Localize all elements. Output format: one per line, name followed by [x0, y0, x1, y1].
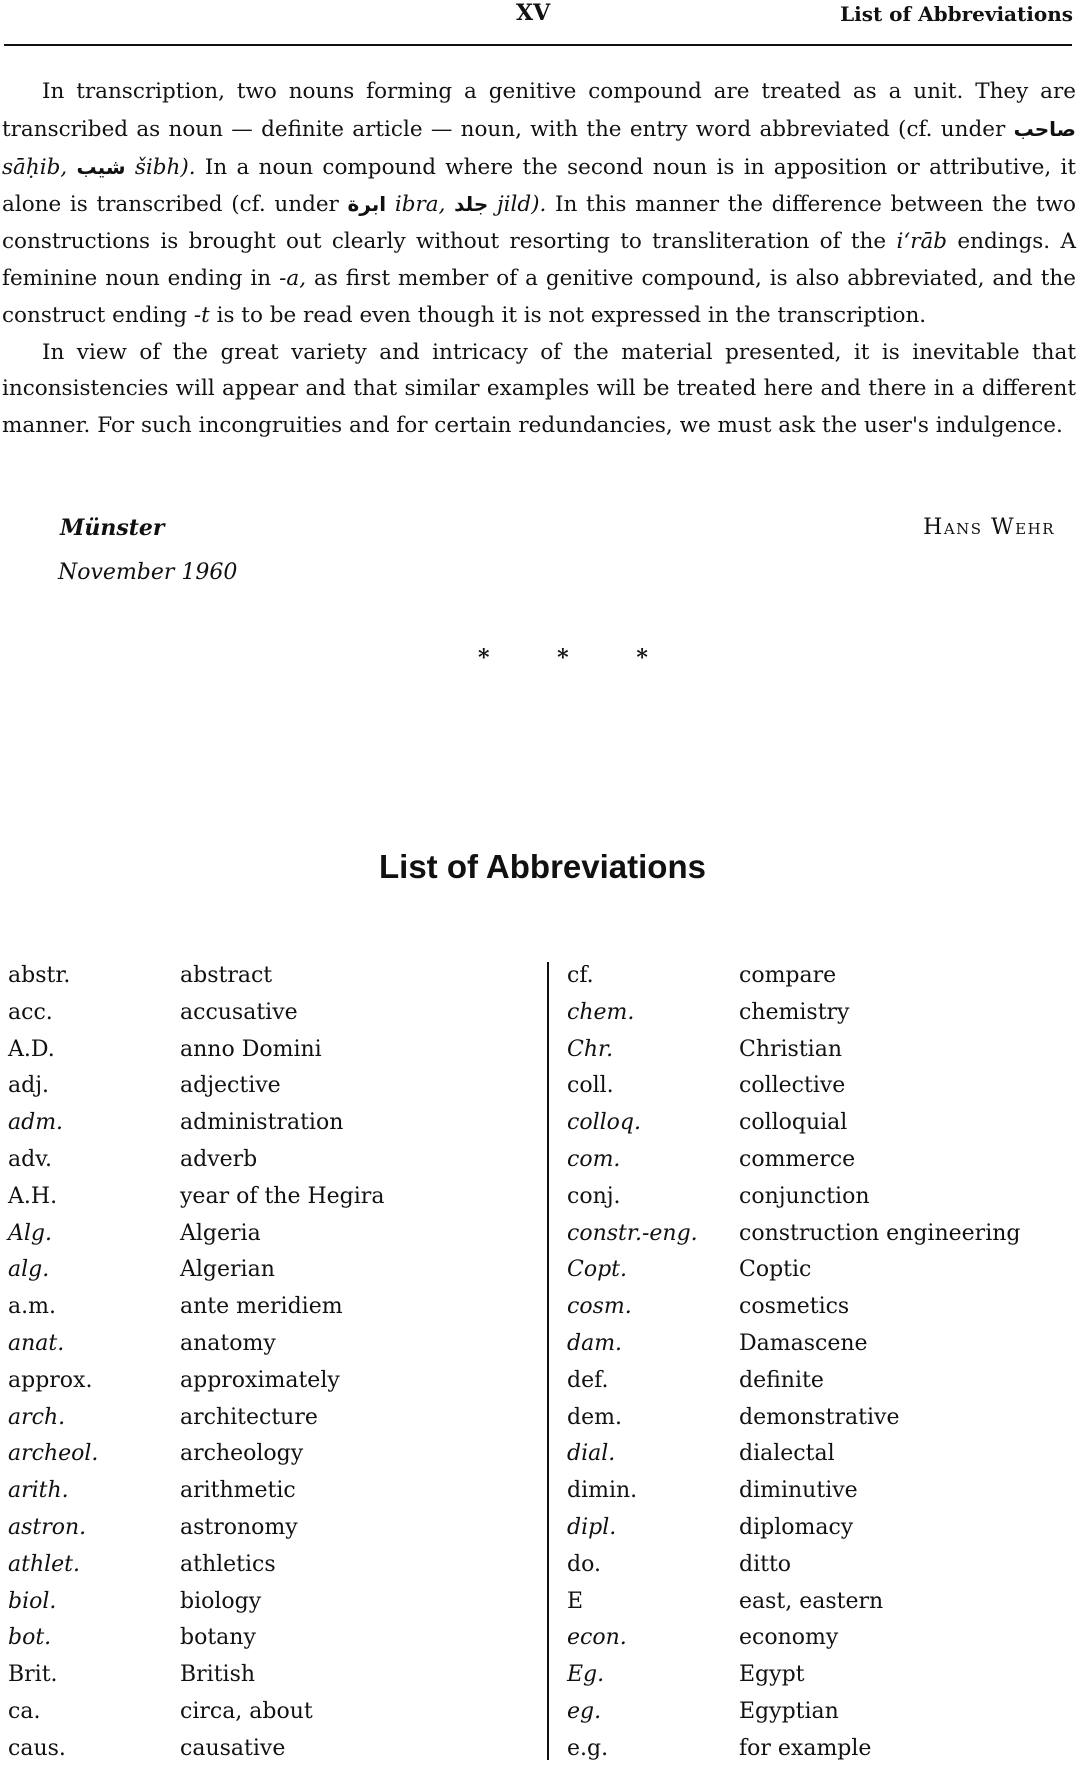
abbreviation-meaning: administration	[180, 1110, 344, 1136]
transcription: sāḥib,	[2, 154, 68, 180]
abbreviation-row	[555, 1000, 1085, 1037]
p1-sentence-4: endings. A feminine noun ending in	[2, 229, 1076, 291]
abbreviation-row	[555, 1405, 1085, 1442]
p1-sentence-5: as first member of a genitive compound, is also abbreviated, and the construct ending	[2, 265, 1076, 328]
abbreviation-meaning: anatomy	[180, 1330, 276, 1356]
abbreviation: approx.	[8, 1367, 93, 1393]
abbreviation: adm.	[8, 1110, 64, 1136]
abbreviation-row	[555, 1736, 1085, 1773]
p1-sentence-2: In a noun compound where the second noun is in apposition or attributive, it alone is transcribed (cf. under	[2, 154, 1076, 218]
preface-paragraph-2: In view of the great variety and intricacy of the material presented, it is inevitable that inconsistencies will appear and that similar examples will be treated here and there in a different manner. For such incongruities and for certain redundancies, we must ask the user's indulgence.	[2, 339, 1076, 439]
abbreviation-row	[0, 1736, 540, 1773]
abbreviation-meaning: causative	[180, 1735, 286, 1761]
abbreviation-meaning: diminutive	[739, 1478, 858, 1504]
abbreviation: A.D.	[8, 1036, 55, 1062]
abbreviation-row	[0, 1257, 540, 1294]
abbreviation-row	[0, 1294, 540, 1331]
abbreviation: dimin.	[567, 1478, 638, 1504]
abbreviation-row	[555, 1478, 1085, 1515]
abbreviation-meaning: accusative	[180, 999, 298, 1025]
abbreviation: colloq.	[567, 1110, 641, 1136]
abbreviation-meaning: compare	[739, 963, 837, 988]
abbreviation-row	[555, 1625, 1085, 1662]
page-header	[0, 0, 1085, 52]
abbreviation: archeol.	[8, 1441, 99, 1467]
arabic-word: جلد	[454, 192, 489, 217]
header-rule	[4, 44, 1072, 46]
abbreviation: caus.	[8, 1735, 66, 1761]
abbreviation-meaning: construction engineering	[739, 1220, 1021, 1246]
abbreviation-row	[555, 1221, 1085, 1258]
signature-date: November 1960	[58, 560, 238, 585]
p1-sentence-1: In transcription, two nouns forming a genitive compound are treated as a unit. They are transcribed as noun — definite article — noun, with the entry word abbreviated (cf. under	[2, 79, 1076, 142]
abbreviation-meaning: year of the Hegira	[180, 1183, 385, 1209]
abbreviation-meaning: ante meridiem	[180, 1294, 343, 1320]
abbreviation-row	[0, 1221, 540, 1258]
abbreviation: Chr.	[567, 1036, 614, 1062]
abbreviation-meaning: Algerian	[180, 1257, 275, 1283]
abbreviation-meaning: athletics	[180, 1551, 276, 1577]
abbreviation-meaning: abstract	[180, 963, 273, 988]
arabic-word: ابرة	[347, 192, 387, 217]
list-title: List of Abbreviations	[379, 848, 706, 885]
abbreviation-column-right	[555, 963, 1085, 1773]
abbreviation-row	[0, 1000, 540, 1037]
abbreviation-meaning: chemistry	[739, 999, 850, 1025]
abbreviation: conj.	[567, 1183, 621, 1209]
transcription: iʻrāb	[896, 229, 948, 255]
abbreviation: Eg.	[567, 1662, 605, 1688]
abbreviation-meaning: collective	[739, 1073, 846, 1099]
abbreviation-row	[555, 1441, 1085, 1478]
abbreviation: biol.	[8, 1588, 57, 1614]
signature-place: Münster	[60, 515, 165, 541]
abbreviation: econ.	[567, 1625, 627, 1651]
abbreviation: A.H.	[8, 1183, 58, 1209]
abbreviation: adv.	[8, 1146, 53, 1172]
abbreviation-meaning: Damascene	[739, 1330, 868, 1356]
abbreviation-row	[0, 1184, 540, 1221]
abbreviation-row	[0, 1073, 540, 1110]
abbreviation-meaning: adjective	[180, 1073, 281, 1099]
abbreviation: dial.	[567, 1441, 616, 1467]
abbreviation-meaning: ditto	[739, 1551, 792, 1577]
abbreviation-meaning: Egyptian	[739, 1698, 839, 1724]
abbreviation: anat.	[8, 1330, 65, 1356]
abbreviation-meaning: approximately	[180, 1367, 340, 1393]
abbreviation-meaning: cosmetics	[739, 1294, 850, 1320]
abbreviation-row	[0, 1478, 540, 1515]
abbreviation: eg.	[567, 1698, 602, 1724]
abbreviation-row	[0, 1625, 540, 1662]
transcription: ibra,	[394, 192, 446, 218]
abbreviation-meaning: conjunction	[739, 1183, 870, 1209]
abbreviation: cosm.	[567, 1294, 632, 1320]
abbreviation-row	[0, 1699, 540, 1736]
abbreviation: Copt.	[567, 1257, 627, 1283]
abbreviation: dem.	[567, 1404, 622, 1430]
column-divider	[547, 962, 549, 1760]
running-title: List of Abbreviations	[840, 2, 1073, 26]
abbreviation-row	[555, 1699, 1085, 1736]
section-separator: * * *	[478, 645, 678, 671]
abbreviation-meaning: dialectal	[739, 1441, 835, 1467]
abbreviation-row	[0, 1037, 540, 1074]
preface-paragraph-1	[2, 74, 1076, 335]
abbreviation: def.	[567, 1367, 609, 1393]
abbreviation-meaning: archeology	[180, 1441, 304, 1467]
abbreviation: dipl.	[567, 1514, 617, 1540]
abbreviation: com.	[567, 1146, 621, 1172]
abbreviation-row	[0, 963, 540, 1000]
abbreviation-meaning: definite	[739, 1367, 824, 1393]
transcription: šibh).	[134, 154, 196, 180]
abbreviation: bot.	[8, 1625, 52, 1651]
abbreviation-row	[555, 1515, 1085, 1552]
abbreviation-row	[555, 1037, 1085, 1074]
abbreviation-row	[555, 1662, 1085, 1699]
abbreviation-meaning: Egypt	[739, 1662, 805, 1688]
abbreviation: ca.	[8, 1698, 41, 1724]
abbreviation-row	[0, 1368, 540, 1405]
abbreviation: E	[567, 1588, 584, 1614]
arabic-word: شيب	[76, 154, 126, 179]
abbreviation: arch.	[8, 1404, 66, 1430]
abbreviation-meaning: demonstrative	[739, 1404, 900, 1430]
abbreviation: do.	[567, 1551, 601, 1577]
abbreviation-row	[555, 1552, 1085, 1589]
abbreviation: chem.	[567, 999, 635, 1025]
abbreviation-row	[555, 963, 1085, 1000]
abbreviation: abstr.	[8, 963, 71, 988]
page-number: XV	[516, 0, 551, 26]
abbreviation: dam.	[567, 1330, 623, 1356]
abbreviation: e.g.	[567, 1735, 609, 1761]
transcription: -a,	[279, 265, 307, 291]
abbreviation-meaning: adverb	[180, 1146, 258, 1172]
abbreviation-row	[555, 1257, 1085, 1294]
abbreviation-meaning: east, eastern	[739, 1588, 884, 1614]
abbreviation-row	[555, 1294, 1085, 1331]
abbreviation-meaning: British	[180, 1662, 256, 1688]
abbreviation: astron.	[8, 1514, 87, 1540]
transcription: jild).	[496, 192, 547, 218]
abbreviation: Brit.	[8, 1662, 58, 1688]
abbreviation: constr.-eng.	[567, 1220, 698, 1246]
abbreviation-row	[555, 1147, 1085, 1184]
abbreviation: alg.	[8, 1257, 50, 1283]
abbreviation-row	[0, 1110, 540, 1147]
abbreviation-row	[0, 1405, 540, 1442]
abbreviation: athlet.	[8, 1551, 81, 1577]
abbreviation-row	[555, 1589, 1085, 1626]
abbreviation: cf.	[567, 963, 594, 988]
abbreviation: Alg.	[8, 1220, 52, 1246]
abbreviation-meaning: circa, about	[180, 1698, 313, 1724]
abbreviation-row	[0, 1552, 540, 1589]
abbreviation: coll.	[567, 1073, 614, 1099]
abbreviation-row	[0, 1515, 540, 1552]
abbreviation-meaning: for example	[739, 1735, 872, 1761]
abbreviation-row	[0, 1662, 540, 1699]
abbreviation-meaning: arithmetic	[180, 1478, 296, 1504]
abbreviation: acc.	[8, 999, 53, 1025]
abbreviation-column-left	[0, 963, 540, 1773]
abbreviation-row	[0, 1331, 540, 1368]
arabic-word: صاحب	[1013, 116, 1076, 141]
abbreviation-meaning: Coptic	[739, 1257, 812, 1283]
abbreviation-meaning: biology	[180, 1588, 262, 1614]
abbreviation: a.m.	[8, 1294, 56, 1320]
signature-author: Hans Wehr	[923, 515, 1055, 540]
abbreviation-row	[555, 1184, 1085, 1221]
abbreviation-row	[0, 1441, 540, 1478]
abbreviation-row	[555, 1110, 1085, 1147]
abbreviation: arith.	[8, 1478, 69, 1504]
abbreviation-row	[555, 1331, 1085, 1368]
abbreviation-meaning: astronomy	[180, 1514, 298, 1540]
abbreviation-meaning: colloquial	[739, 1110, 848, 1136]
abbreviation-row	[0, 1147, 540, 1184]
abbreviation-meaning: commerce	[739, 1146, 856, 1172]
abbreviation-meaning: architecture	[180, 1404, 318, 1430]
abbreviation-meaning: economy	[739, 1625, 839, 1651]
abbreviation-meaning: anno Domini	[180, 1036, 322, 1062]
abbreviation-meaning: Christian	[739, 1036, 843, 1062]
p1-sentence-3: In this manner the difference between the two constructions is brought out clearly without resorting to transliteration of the	[2, 192, 1076, 255]
abbreviation-row	[0, 1589, 540, 1626]
abbreviation: adj.	[8, 1073, 50, 1099]
p1-sentence-6: is to be read even though it is not expressed in the transcription.	[216, 302, 927, 328]
abbreviation-row	[555, 1073, 1085, 1110]
abbreviation-meaning: botany	[180, 1625, 256, 1651]
abbreviation-meaning: diplomacy	[739, 1514, 854, 1540]
preface-text	[2, 74, 1076, 445]
abbreviation-row	[555, 1368, 1085, 1405]
transcription: -t	[193, 302, 210, 328]
abbreviation-meaning: Algeria	[180, 1220, 261, 1246]
